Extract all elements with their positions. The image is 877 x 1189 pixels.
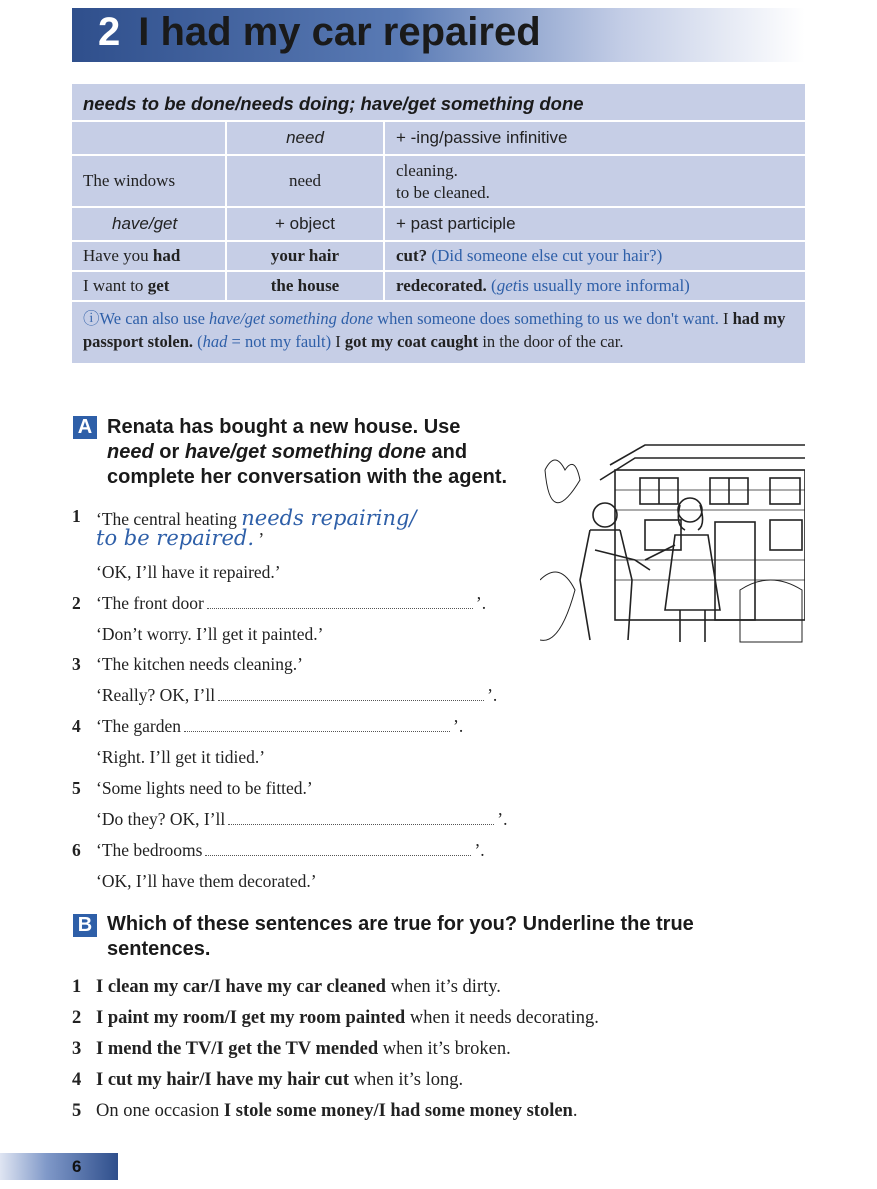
item-text: when it needs decorating. — [405, 1008, 599, 1028]
item-end: ’. — [474, 840, 485, 860]
section-b-label: B — [73, 914, 97, 937]
note-text: when someone does something to us we don't want. — [373, 309, 719, 328]
table-cell-text: to be cleaned. — [396, 183, 490, 202]
list-item[interactable] — [72, 1008, 599, 1029]
instruction-line: Which of these sentences are true for you? Underline the true — [107, 913, 694, 935]
table-cell-text: cut? — [396, 246, 428, 265]
item-number: 2 — [72, 593, 81, 613]
table-cell: + object — [227, 208, 385, 240]
table-cell-text: cleaning. — [396, 161, 458, 180]
grammar-note — [72, 302, 805, 363]
instruction-line: complete her conversation with the agent. — [107, 466, 508, 488]
table-cell-text: Have you — [83, 246, 149, 265]
handwritten-answer: needs repairing/ — [241, 506, 417, 530]
item-end: ’. — [453, 716, 464, 736]
item-number: 6 — [72, 840, 81, 860]
table-cell — [385, 272, 805, 300]
section-a-instructions — [107, 415, 507, 490]
table-row — [72, 272, 805, 302]
table-cell-text: (Did someone else cut your hair?) — [431, 246, 663, 265]
table-cell-text: I want to — [83, 276, 144, 295]
page-title — [98, 10, 541, 55]
answer-blank[interactable] — [228, 823, 494, 825]
item-prompt: ‘The central heating — [96, 509, 237, 529]
item-end: ’. — [475, 593, 487, 613]
item-choice[interactable]: I mend the TV/I get the TV mended — [96, 1039, 379, 1059]
instruction-line — [107, 440, 507, 465]
item-number: 5 — [72, 1101, 82, 1121]
item-number: 4 — [72, 1070, 82, 1090]
table-row — [72, 156, 805, 208]
table-cell-text: is usually more informal) — [517, 276, 690, 295]
item-choice[interactable]: I paint my room/I get my room painted — [96, 1008, 406, 1028]
item-reply: ‘OK, I’ll have them decorated.’ — [96, 871, 317, 891]
item-text: when it’s dirty. — [385, 977, 501, 997]
answer-blank[interactable] — [207, 607, 473, 609]
note-text: I — [331, 332, 345, 351]
item-number: 3 — [72, 1039, 82, 1059]
item-text: when it’s broken. — [378, 1039, 511, 1059]
note-text: had — [202, 332, 228, 351]
table-cell: The windows — [72, 156, 227, 206]
item-text — [96, 716, 463, 737]
item-prompt: ‘The kitchen needs cleaning.’ — [96, 654, 303, 674]
note-text: had my passport stolen. — [83, 309, 786, 351]
table-cell-text: + -ing/passive infinitive — [396, 128, 568, 147]
table-cell-text: get — [147, 276, 170, 295]
item-end: ’ — [258, 529, 265, 549]
item-reply: ‘Do they? OK, I’ll — [96, 809, 226, 829]
answer-blank[interactable] — [218, 699, 484, 701]
page-footer — [0, 1153, 118, 1180]
table-cell — [72, 272, 227, 300]
table-row — [72, 208, 805, 242]
answer-blank[interactable] — [205, 854, 471, 856]
item-prompt: ‘The garden — [96, 716, 182, 736]
item-prompt: ‘Some lights need to be fitted.’ — [96, 778, 313, 798]
item-choice[interactable]: I cut my hair/I have my hair cut — [96, 1070, 350, 1090]
note-text: have/get something done — [209, 309, 374, 328]
item-prompt: ‘The front door — [96, 593, 204, 613]
list-item[interactable] — [72, 1070, 463, 1091]
title-bar — [72, 8, 805, 62]
table-cell: your hair — [227, 242, 385, 270]
table-cell: need — [227, 122, 385, 154]
item-number: 4 — [72, 716, 81, 736]
table-cell — [72, 122, 227, 154]
table-cell: have/get — [72, 208, 227, 240]
note-text: We can also use — [99, 309, 210, 328]
table-cell — [385, 242, 805, 270]
table-cell — [385, 156, 805, 206]
item-text: On one occasion — [96, 1101, 224, 1121]
instruction-line: Renata has bought a new house. Use — [107, 416, 461, 438]
note-text: got my coat caught — [344, 332, 479, 351]
item-number: 1 — [72, 977, 82, 997]
house-agent-illustration — [540, 410, 805, 645]
item-reply: ‘OK, I’ll have it repaired.’ — [96, 562, 281, 582]
item-text — [96, 593, 486, 614]
list-item[interactable] — [72, 1101, 577, 1122]
item-text: when it’s long. — [349, 1070, 464, 1090]
table-cell-text: redecorated. — [396, 276, 487, 295]
item-number: 1 — [72, 506, 81, 526]
note-text: in the door of the car. — [478, 332, 624, 351]
exercise-item-1 — [72, 506, 532, 556]
instruction-line: sentences. — [107, 938, 211, 960]
unit-number: 2 — [98, 10, 121, 54]
instruction-text: have/get something done — [184, 441, 426, 463]
instruction-text: or — [153, 441, 185, 463]
instruction-text: need — [107, 441, 154, 463]
table-cell-text: get — [496, 276, 518, 295]
grammar-heading — [72, 84, 805, 122]
item-number: 2 — [72, 1008, 82, 1028]
note-text: I — [718, 309, 733, 328]
list-item[interactable] — [72, 1039, 511, 1060]
item-choice[interactable]: I clean my car/I have my car cleaned — [96, 977, 386, 997]
table-cell: the house — [227, 272, 385, 300]
info-icon: ⓘ — [83, 309, 100, 328]
table-cell: need — [227, 156, 385, 206]
note-text: = not my fault) — [227, 332, 332, 351]
table-row — [72, 242, 805, 272]
grammar-heading-text: needs to be done/needs doing; have/get something done — [83, 93, 584, 114]
instruction-text: and — [425, 441, 468, 463]
page-number: 6 — [72, 1157, 82, 1176]
item-text: . — [572, 1101, 578, 1121]
section-b-instructions — [107, 912, 694, 962]
table-cell — [385, 122, 805, 154]
item-end: ’. — [497, 809, 508, 829]
section-a-label: A — [73, 416, 97, 439]
item-text — [96, 840, 485, 861]
table-cell-text: ( — [491, 276, 497, 295]
table-cell-text: had — [152, 246, 181, 265]
item-reply: ‘Don’t worry. I’ll get it painted.’ — [96, 624, 324, 644]
unit-title: I had my car repaired — [138, 10, 541, 54]
item-end: ’. — [487, 685, 498, 705]
note-text: ( — [193, 332, 203, 351]
answer-blank[interactable] — [184, 730, 450, 732]
list-item[interactable] — [72, 977, 501, 998]
item-reply: ‘Right. I’ll get it tidied.’ — [96, 747, 266, 767]
table-row — [72, 122, 805, 156]
item-text — [96, 526, 264, 550]
item-prompt: ‘The bedrooms — [96, 840, 203, 860]
item-reply: ‘Really? OK, I’ll — [96, 685, 216, 705]
item-choice[interactable]: I stole some money/I had some money stolen — [223, 1101, 573, 1121]
item-number: 5 — [72, 778, 81, 798]
item-number: 3 — [72, 654, 81, 674]
table-cell — [72, 242, 227, 270]
handwritten-answer: to be repaired. — [96, 526, 255, 550]
item-text — [96, 809, 507, 830]
item-text — [96, 685, 497, 706]
table-cell: + past participle — [396, 214, 516, 233]
grammar-table — [72, 84, 805, 363]
